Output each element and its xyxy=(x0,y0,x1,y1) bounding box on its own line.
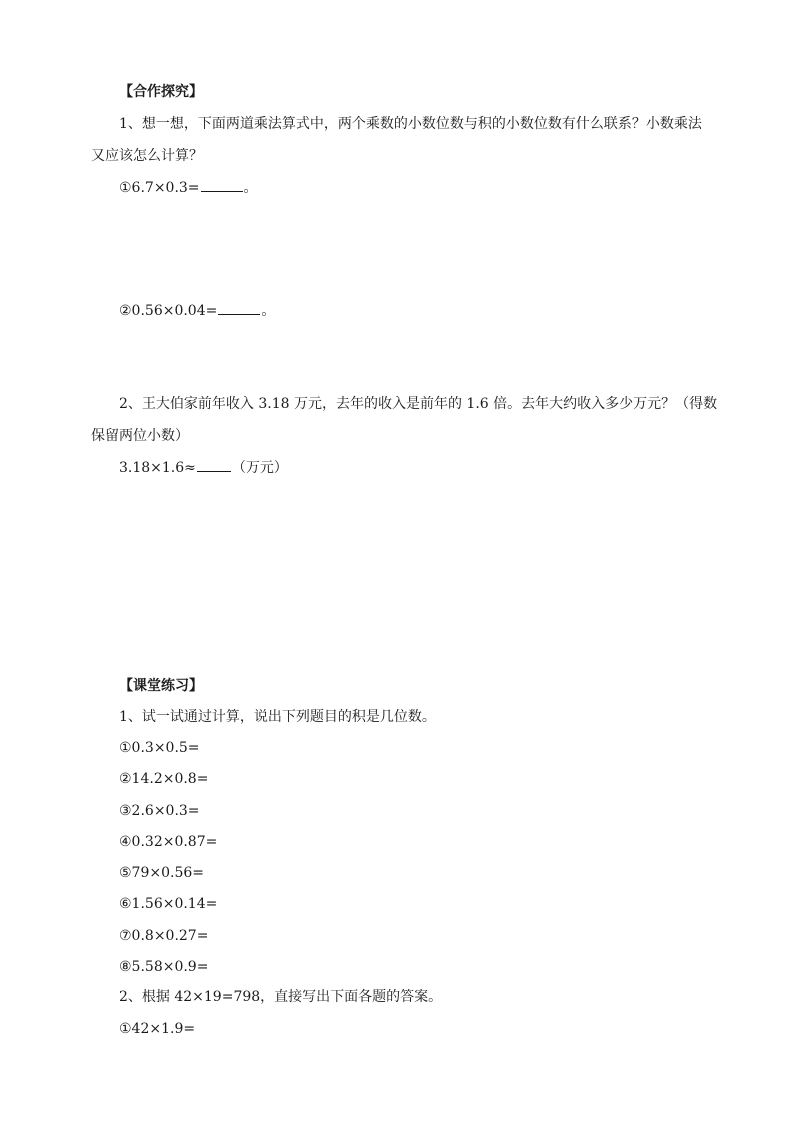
practice-item: ②14.2×0.8= xyxy=(119,771,209,787)
practice-item: ⑧5.58×0.9= xyxy=(119,959,209,975)
section-heading-coop: 【合作探究】 xyxy=(119,84,203,100)
section-heading-practice: 【课堂练习】 xyxy=(119,678,203,694)
answer-blank[interactable] xyxy=(201,178,243,192)
practice-item: ③2.6×0.3= xyxy=(119,803,200,819)
coop-q1-line1: 1、想一想，下面两道乘法算式中，两个乘数的小数位数与积的小数位数有什么联系？小数乘法 xyxy=(119,116,702,132)
practice-q2-text: 2、根据 42×19=798，直接写出下面各题的答案。 xyxy=(119,989,443,1005)
practice-q1-text: 1、试一试通过计算，说出下列题目的积是几位数。 xyxy=(119,709,436,725)
coop-q1-item1-expr: ①6.7×0.3= xyxy=(119,180,200,196)
coop-q2-expr: 3.18×1.6≈ xyxy=(119,460,196,476)
coop-q1-item2-expr: ②0.56×0.04= xyxy=(119,303,218,319)
practice-q2-item1: ①42×1.9= xyxy=(119,1021,196,1037)
practice-item: ①0.3×0.5= xyxy=(119,740,200,756)
coop-q1-item1 xyxy=(119,178,258,197)
coop-q2-line1: 2、王大伯家前年收入 3.18 万元，去年的收入是前年的 1.6 倍。去年大约收入多少万元？（得数 xyxy=(119,396,718,412)
practice-item: ⑦0.8×0.27= xyxy=(119,928,209,944)
coop-q2-line2: 保留两位小数） xyxy=(91,428,189,444)
coop-q1-line2: 又应该怎么计算？ xyxy=(91,148,203,164)
coop-q1-item2 xyxy=(119,301,275,320)
answer-blank[interactable] xyxy=(197,458,231,472)
coop-q2-calc xyxy=(119,458,288,477)
practice-item: ④0.32×0.87= xyxy=(119,834,218,850)
coop-q1-item1-end: 。 xyxy=(243,180,258,196)
coop-q1-item2-end: 。 xyxy=(261,303,276,319)
practice-item: ⑤79×0.56= xyxy=(119,865,204,881)
practice-item: ⑥1.56×0.14= xyxy=(119,896,218,912)
answer-blank[interactable] xyxy=(218,301,260,315)
coop-q2-unit: （万元） xyxy=(231,460,288,476)
